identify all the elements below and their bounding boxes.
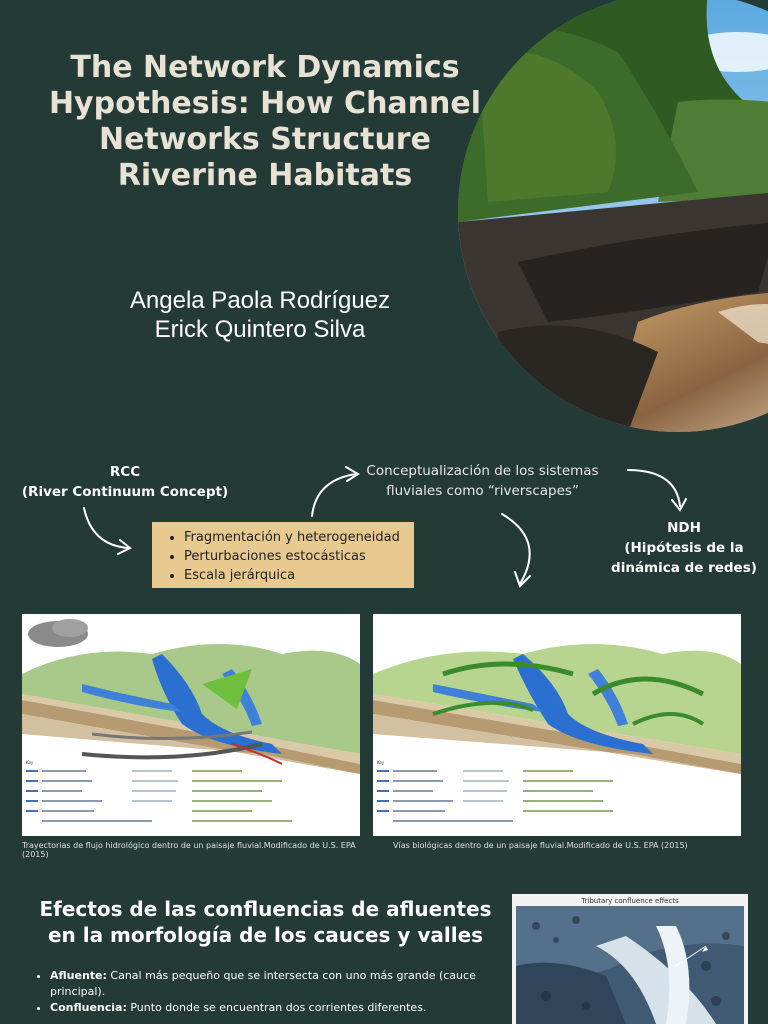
- bullet-hierarchical: • Escala jerárquica: [184, 566, 414, 585]
- effects-heading: Efectos de las confluencias de afluentes en la morfología de los cauces y valles: [39, 897, 492, 947]
- figure-hydrologic-flowpaths: [22, 614, 360, 836]
- term-confluence: Confluencia:: [50, 1001, 127, 1014]
- term-tributary: Afluente:: [50, 969, 107, 982]
- text-confluence: Punto donde se encuentran dos corrientes diferentes.: [126, 1001, 427, 1014]
- definition-confluence: [50, 1000, 512, 1016]
- authors: [90, 286, 430, 344]
- rcc-fullname: (River Continuum Concept): [21, 484, 229, 500]
- rcc-acronym: RCC: [109, 464, 141, 480]
- author-2: Erick Quintero Silva: [154, 316, 366, 343]
- river-photo: [458, 0, 768, 432]
- figure1-key: Key: [26, 760, 34, 765]
- figure2-key: Key: [377, 760, 385, 765]
- ndh-fullname: (Hipótesis de la dinámica de redes): [611, 540, 757, 576]
- poster-title: The Network Dynamics Hypothesis: How Channel Networks Structure Riverine Habitats: [48, 50, 482, 193]
- flow-arrows: [0, 440, 768, 600]
- bullet-disturbances: • Perturbaciones estocásticas: [184, 547, 414, 566]
- definitions-list: [34, 968, 512, 1016]
- figure2-caption: Vías biológicas dentro de un paisaje fluvial.Modificado de U.S. EPA (2015): [393, 841, 688, 850]
- inset-title: Tributary confluence effects: [581, 897, 679, 905]
- definition-tributary: [50, 968, 512, 1000]
- riverscapes-label: Conceptualización de los sistemas fluviales como “riverscapes”: [366, 463, 599, 499]
- ndh-acronym: NDH: [667, 520, 701, 536]
- confluence-effects-figure: [512, 894, 748, 1024]
- figure1-caption: Trayectorias de flujo hidrológico dentro de un paisaje fluvial.Modificado de U.S. EPA (2015): [22, 841, 356, 859]
- figure-biological-pathways: [373, 614, 741, 836]
- text-tributary: Canal más pequeño que se intersecta con uno más grande (cauce principal).: [50, 969, 476, 998]
- bullet-fragmentation: • Fragmentación y heterogeneidad: [184, 528, 414, 547]
- author-1: Angela Paola Rodríguez: [129, 287, 391, 314]
